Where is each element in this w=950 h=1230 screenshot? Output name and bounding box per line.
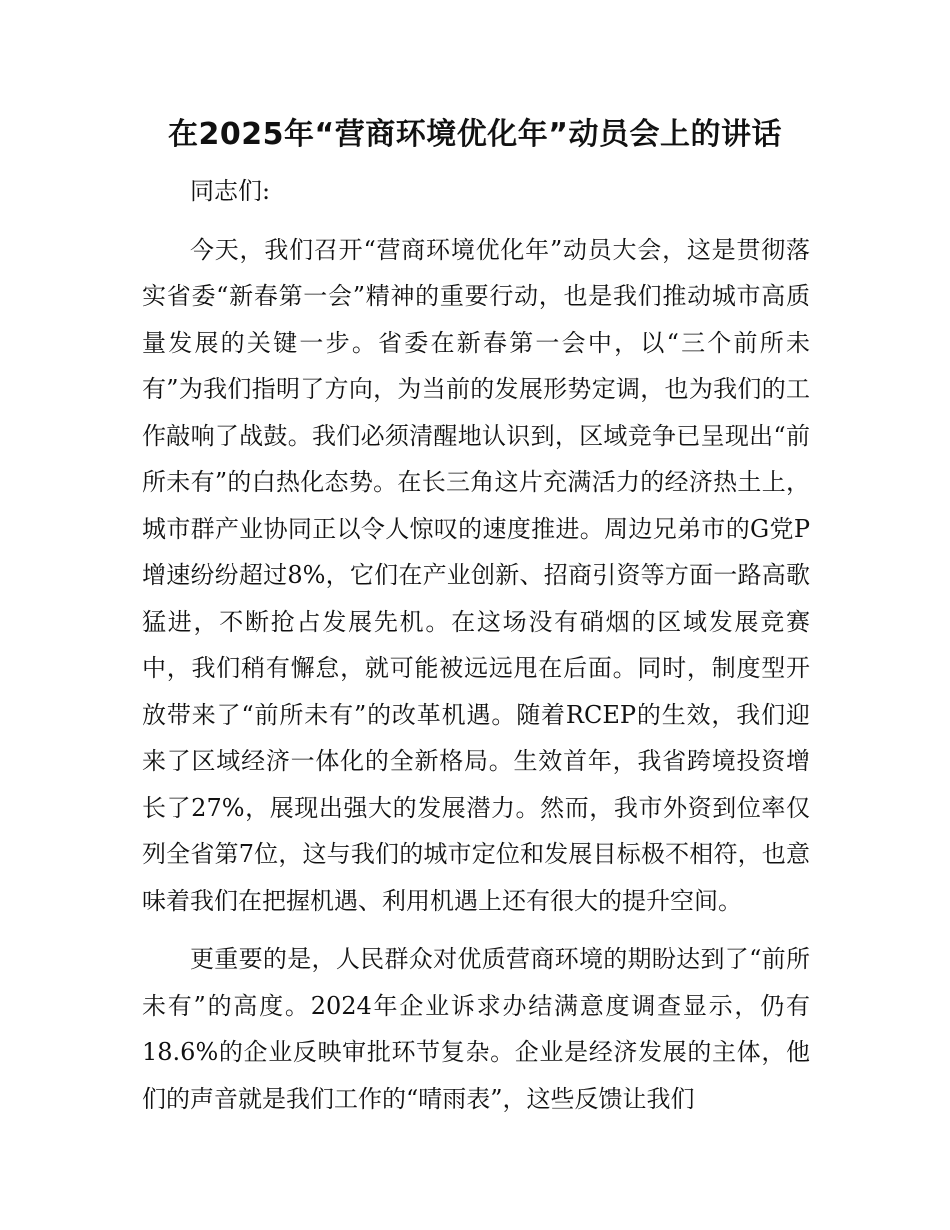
salutation: 同志们: <box>190 177 271 205</box>
paragraph: 更重要的是，人民群众对优质营商环境的期盼达到了“前所未有”的高度。2024年企业诉求办结满意度调查显示，仍有18.6%的企业反映审批环节复杂。企业是经济发展的主体，他们的声音就是我们工作的“晴雨表”，这些反馈让我们 <box>142 945 810 1113</box>
paragraph: 今天，我们召开“营商环境优化年”动员大会，这是贯彻落实省委“新春第一会”精神的重要行动，也是我们推动城市高质量发展的关键一步。省委在新春第一会中，以“三个前所未有”为我们指明了方向，为当前的发展形势定调，也为我们的工作敲响了战鼓。我们必须清醒地认识到，区域竞争已呈现出“前所未有”的白热化态势。在长三角这片充满活力的经济热土上，城市群产业协同正以令人惊叹的速度推进。周边兄弟市的G党P增速纷纷超过8%，它们在产业创新、招商引资等方面一路高歌猛进，不断抢占发展先机。在这场没有硝烟的区域发展竞赛中，我们稍有懈怠，就可能被远远甩在后面。同时，制度型开放带来了“前所未有”的改革机遇。随着RCEP的生效，我们迎来了区域经济一体化的全新格局。生效首年，我省跨境投资增长了27%，展现出强大的发展潜力。然而，我市外资到位率仅列全省第7位，这与我们的城市定位和发展目标极不相符，也意味着我们在把握机遇、利用机遇上还有很大的提升空间。 <box>142 235 810 915</box>
document-title: 在2025年“营商环境优化年”动员会上的讲话 <box>168 117 782 152</box>
document-body <box>142 168 810 1122</box>
